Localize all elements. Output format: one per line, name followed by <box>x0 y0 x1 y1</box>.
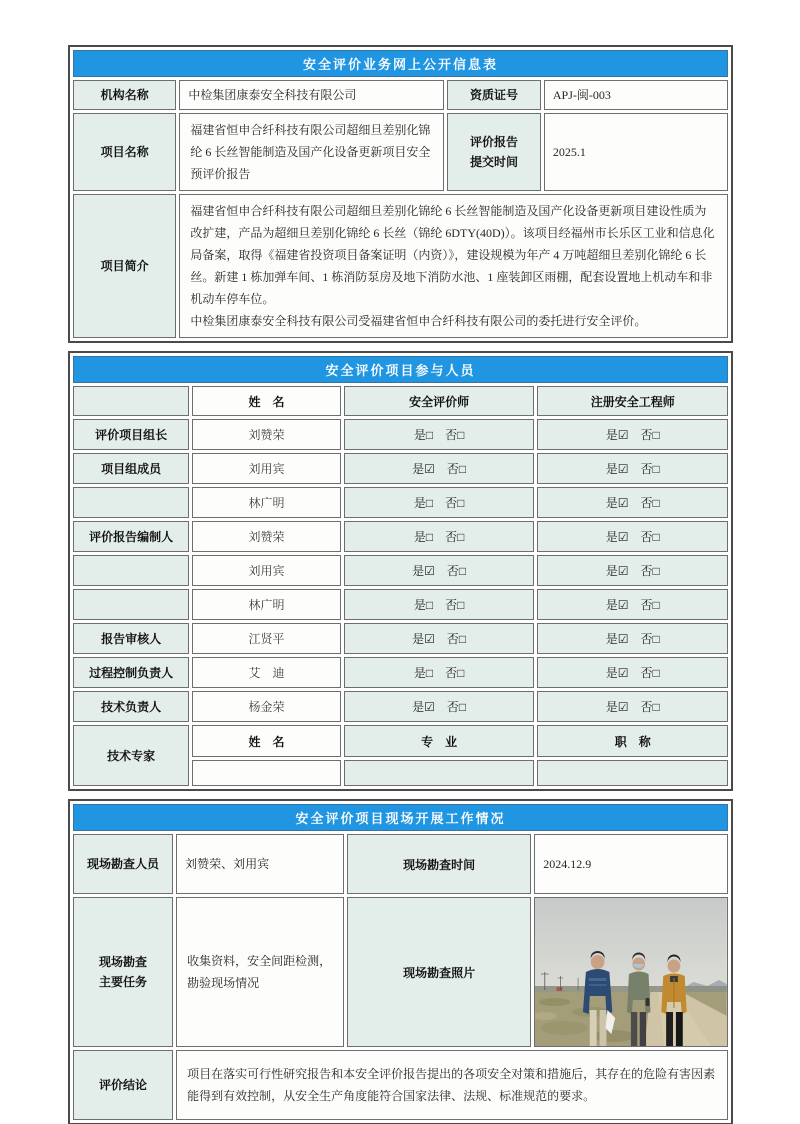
site-photo <box>535 898 727 1046</box>
expert-col-title: 职 称 <box>537 725 728 757</box>
evaluator-checkboxes: 是☑ 否□ <box>344 691 535 722</box>
expert-title-cell <box>537 760 728 786</box>
participant-row <box>73 691 728 722</box>
name-cell: 艾 迪 <box>192 657 341 688</box>
report-time-label <box>447 113 541 191</box>
role-cell: 报告审核人 <box>73 623 189 654</box>
role-cell: 评价项目组长 <box>73 419 189 450</box>
evaluator-checkboxes: 是□ 否□ <box>344 487 535 518</box>
survey-time-label: 现场勘查时间 <box>347 834 531 894</box>
project-name-label: 项目名称 <box>73 113 176 191</box>
cert-no-value: APJ-闽-003 <box>544 80 728 110</box>
participant-row <box>73 453 728 484</box>
project-summary-value <box>179 194 728 338</box>
participant-row <box>73 657 728 688</box>
name-cell: 江贤平 <box>192 623 341 654</box>
engineer-checkboxes: 是☑ 否□ <box>537 419 728 450</box>
participant-row <box>73 487 728 518</box>
evaluator-checkboxes: 是☑ 否□ <box>344 623 535 654</box>
engineer-checkboxes: 是☑ 否□ <box>537 521 728 552</box>
survey-photo-label: 现场勘查照片 <box>347 897 531 1047</box>
participants-title-banner: 安全评价项目参与人员 <box>73 356 728 383</box>
participant-row <box>73 555 728 586</box>
conclusion-label: 评价结论 <box>73 1050 173 1120</box>
project-summary-paragraph-1: 福建省恒申合纤科技有限公司超细旦差别化锦纶 6 长丝智能制造及国产化设备更新项目建设性质为改扩建，产品为超细旦差别化锦纶 6 长丝（锦纶 6DTY(40D)）。该项目经福州市长乐区工业和信息化局备案，取得《福建省投资项目备案证明（内资）》，建设规模为年产 4 万吨超细旦差别化锦纶 6 长丝。新建 1 栋加弹车间、1 栋消防泵房及地下消防水池、1 座装卸区雨棚，配套设置地上机动车和非机动车停车位。 <box>190 204 715 306</box>
surveyors-value: 刘赞荣、刘用宾 <box>176 834 344 894</box>
col-header-engineer: 注册安全工程师 <box>537 386 728 416</box>
expert-col-name: 姓 名 <box>192 725 341 757</box>
expert-major-cell <box>344 760 535 786</box>
name-cell: 刘赞荣 <box>192 521 341 552</box>
surveyors-label: 现场勘查人员 <box>73 834 173 894</box>
public-info-form <box>68 45 733 1124</box>
name-cell: 刘用宾 <box>192 453 341 484</box>
evaluator-checkboxes: 是☑ 否□ <box>344 555 535 586</box>
form-title-banner: 安全评价业务网上公开信息表 <box>73 50 728 77</box>
survey-task-value: 收集资料，安全间距检测，勘验现场情况 <box>176 897 344 1047</box>
col-header-evaluator: 安全评价师 <box>344 386 535 416</box>
participant-row <box>73 589 728 620</box>
role-cell: 项目组成员 <box>73 453 189 484</box>
participant-row <box>73 521 728 552</box>
role-cell <box>73 589 189 620</box>
evaluator-checkboxes: 是□ 否□ <box>344 521 535 552</box>
survey-task-label <box>73 897 173 1047</box>
name-cell: 林广明 <box>192 487 341 518</box>
evaluator-checkboxes: 是□ 否□ <box>344 657 535 688</box>
expert-label: 技术专家 <box>73 725 189 786</box>
name-cell: 林广明 <box>192 589 341 620</box>
participants-corner-cell <box>73 386 189 416</box>
report-time-label-line1: 评价报告 <box>470 135 519 149</box>
expert-header-row <box>73 725 728 757</box>
survey-time-value: 2024.12.9 <box>534 834 728 894</box>
project-summary-paragraph-2: 中检集团康泰安全科技有限公司受福建省恒申合纤科技有限公司的委托进行安全评价。 <box>190 314 647 328</box>
basic-info-table <box>70 47 731 341</box>
role-cell <box>73 487 189 518</box>
cert-no-label: 资质证号 <box>447 80 541 110</box>
participant-row <box>73 623 728 654</box>
participant-row <box>73 419 728 450</box>
expert-name-cell <box>192 760 341 786</box>
role-cell: 技术负责人 <box>73 691 189 722</box>
evaluator-checkboxes: 是☑ 否□ <box>344 453 535 484</box>
role-cell <box>73 555 189 586</box>
expert-col-major: 专 业 <box>344 725 535 757</box>
conclusion-value: 项目在落实可行性研究报告和本安全评价报告提出的各项安全对策和措施后，其存在的危险有害因素能得到有效控制，从安全生产角度能符合国家法律、法规、标准规范的要求。 <box>176 1050 728 1120</box>
survey-photo-cell <box>534 897 728 1047</box>
engineer-checkboxes: 是☑ 否□ <box>537 623 728 654</box>
role-cell: 评价报告编制人 <box>73 521 189 552</box>
org-name-label: 机构名称 <box>73 80 176 110</box>
engineer-checkboxes: 是☑ 否□ <box>537 657 728 688</box>
project-summary-label: 项目简介 <box>73 194 176 338</box>
survey-task-label-line1: 现场勘查 <box>99 955 148 969</box>
engineer-checkboxes: 是☑ 否□ <box>537 487 728 518</box>
evaluator-checkboxes: 是□ 否□ <box>344 419 535 450</box>
role-cell: 过程控制负责人 <box>73 657 189 688</box>
name-cell: 杨金荣 <box>192 691 341 722</box>
report-time-value: 2025.1 <box>544 113 728 191</box>
section-site-work <box>68 799 733 1124</box>
project-name-value: 福建省恒申合纤科技有限公司超细旦差别化锦纶 6 长丝智能制造及国产化设备更新项目安全预评价报告 <box>179 113 444 191</box>
name-cell: 刘用宾 <box>192 555 341 586</box>
section-participants <box>68 351 733 791</box>
name-cell: 刘赞荣 <box>192 419 341 450</box>
engineer-checkboxes: 是☑ 否□ <box>537 589 728 620</box>
report-time-label-line2: 提交时间 <box>470 155 519 169</box>
col-header-name: 姓 名 <box>192 386 341 416</box>
engineer-checkboxes: 是☑ 否□ <box>537 555 728 586</box>
section-basic-info <box>68 45 733 343</box>
site-work-title-banner: 安全评价项目现场开展工作情况 <box>73 804 728 831</box>
participants-table <box>70 353 731 789</box>
site-work-table <box>70 801 731 1123</box>
survey-task-label-line2: 主要任务 <box>99 975 148 989</box>
engineer-checkboxes: 是☑ 否□ <box>537 691 728 722</box>
engineer-checkboxes: 是☑ 否□ <box>537 453 728 484</box>
org-name-value: 中检集团康泰安全科技有限公司 <box>179 80 444 110</box>
evaluator-checkboxes: 是□ 否□ <box>344 589 535 620</box>
